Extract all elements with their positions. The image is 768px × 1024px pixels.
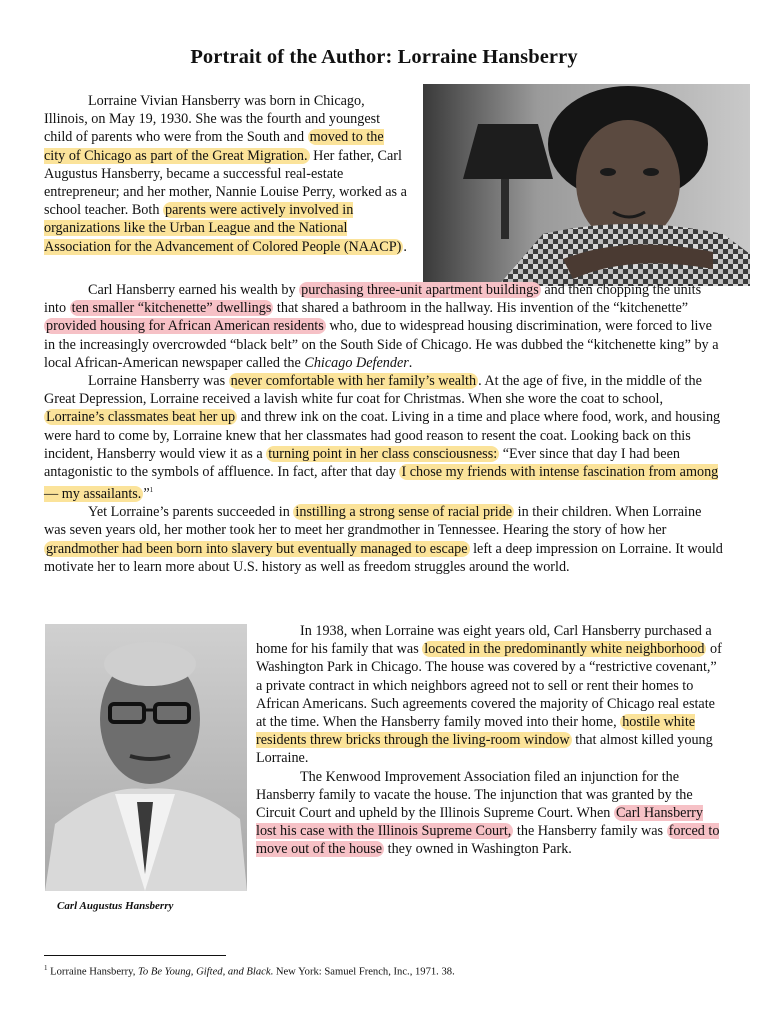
paragraph-injunction <box>256 768 726 859</box>
highlight: I chose my friends with intense fascination from among — my assailants. <box>44 464 719 502</box>
highlight: located in the predominantly white neighborhood <box>424 641 705 658</box>
highlight: Lorraine’s classmates beat her up <box>46 409 236 426</box>
paragraph-birth <box>44 92 408 256</box>
lower-text-block <box>256 622 726 859</box>
highlight: parents were actively involved in organizations like the Urban League and the National Association for the Advancement of Colored People (NAACP) <box>44 202 402 255</box>
footnote <box>44 964 455 978</box>
paragraph-text: . At the age of five, in the middle of the Great Depression, Lorraine received a lavish white fur coat for Christmas. When she wore the coat to school, <box>44 373 702 408</box>
paragraph-fur-coat <box>44 372 724 503</box>
paragraph-text: ” <box>143 485 150 502</box>
footnote-number: 1 <box>44 964 48 972</box>
footnote-publication: . New York: Samuel French, Inc., 1971. 38. <box>270 966 455 978</box>
paragraph-text: In 1938, when Lorraine was eight years old, Carl Hansberry purchased a home for his family that was <box>256 623 712 658</box>
footnote-author: Lorraine Hansberry, <box>47 966 138 978</box>
paragraph-text: and then chopping the units into <box>44 282 702 317</box>
paragraph-text: Lorraine Hansberry was <box>88 373 229 390</box>
highlight: moved to the city of Chicago as part of the Great Migration. <box>44 129 384 164</box>
main-text-block <box>44 281 724 576</box>
paragraph-text: the Hansberry family was <box>513 823 667 840</box>
highlight: Carl Hansberry lost his case with the Illinois Supreme Court, <box>256 805 704 840</box>
paragraph-text: Yet Lorraine’s parents succeeded in <box>88 504 294 521</box>
footnote-reference[interactable]: 1 <box>149 486 154 495</box>
paragraph-text: left a deep impression on Lorraine. It would motivate her to learn more about U.S. history as well as freedom struggles around the world. <box>44 540 723 575</box>
carl-portrait-image <box>45 624 247 891</box>
newspaper-title: Chicago Defender <box>304 354 409 371</box>
paragraph-text: Her father, Carl Augustus Hansberry, became a successful real-estate entrepreneur; and her mother, Nannie Louise Perry, worked as a school teacher. Both <box>44 147 407 219</box>
paragraph-text: that almost killed young Lorraine. <box>256 732 713 767</box>
highlight: grandmother had been born into slavery but eventually managed to escape <box>46 540 468 557</box>
highlight: provided housing for African American residents <box>46 318 324 335</box>
carl-hansberry-photo <box>45 624 247 891</box>
lorraine-portrait-image <box>423 84 750 286</box>
paragraph-text: The Kenwood Improvement Association filed an injunction for the Hansberry family to vacate the house. The injunction that was granted by the Circuit Court and upheld by the Illinois Supreme Court. When <box>256 768 693 822</box>
paragraph-text: and threw ink on the coat. Living in a time and place where food, work, and housing were hard to come by, Lorraine knew that her classmates had good reason to resent the coat. Looking back on this incident, Hansberry would view it as a <box>44 409 721 462</box>
paragraph-text: they owned in Washington Park. <box>384 841 572 858</box>
paragraph-wealth <box>44 281 724 372</box>
footnote-book-title: To Be Young, Gifted, and Black <box>138 966 271 978</box>
highlight: turning point in her class consciousness: <box>268 445 498 462</box>
highlight: purchasing three-unit apartment buildings <box>301 282 539 298</box>
paragraph-racial-pride <box>44 503 724 576</box>
paragraph-washington-park <box>256 622 726 768</box>
paragraph-text: in their children. When Lorraine was seven years old, her mother took her to meet her grandmother in Tennessee. Hearing the story of how her <box>44 504 702 539</box>
paragraph-text: “Ever since that day I had been antagonistic to the symbols of affluence. In fact, after that day <box>44 445 680 481</box>
paragraph-text: . <box>403 238 407 255</box>
highlight: forced to move out of the house <box>256 823 720 858</box>
paragraph-text: who, due to widespread housing discrimination, were forced to live in the increasingly overcrowded “black belt” on the South Side of Chicago. He was dubbed the “kitchenette king” by a local African-American newspaper called the <box>44 318 719 371</box>
highlight: instilling a strong sense of racial pride <box>295 504 513 521</box>
footnote-divider <box>44 955 226 956</box>
paragraph-text: Lorraine Vivian Hansberry was born in Chicago, Illinois, on May 19, 1930. She was the fourth and youngest child of parents who were from the South and <box>44 93 381 146</box>
highlight: never comfortable with her family’s wealth <box>230 373 477 390</box>
page-title: Portrait of the Author: Lorraine Hansberry <box>190 46 578 68</box>
photo-caption: Carl Augustus Hansberry <box>57 900 174 912</box>
paragraph-text: Carl Hansberry earned his wealth by <box>88 282 300 298</box>
paragraph-text: that shared a bathroom in the hallway. His invention of the “kitchenette” <box>273 300 689 317</box>
intro-text-block <box>44 92 408 256</box>
paragraph-text: of Washington Park in Chicago. The house was covered by a “restrictive covenant,” a private contract in which neighbors agreed not to sell or rent their homes to African Americans. Such agreements covered the majority of Chicago real estate at the time. When the Hansberry family moved into their home, <box>256 641 722 731</box>
highlight: hostile white residents threw bricks through the living-room window <box>256 714 696 749</box>
lorraine-hansberry-photo <box>423 84 750 286</box>
highlight: ten smaller “kitchenette” dwellings <box>71 300 272 317</box>
paragraph-text: . <box>408 354 413 371</box>
